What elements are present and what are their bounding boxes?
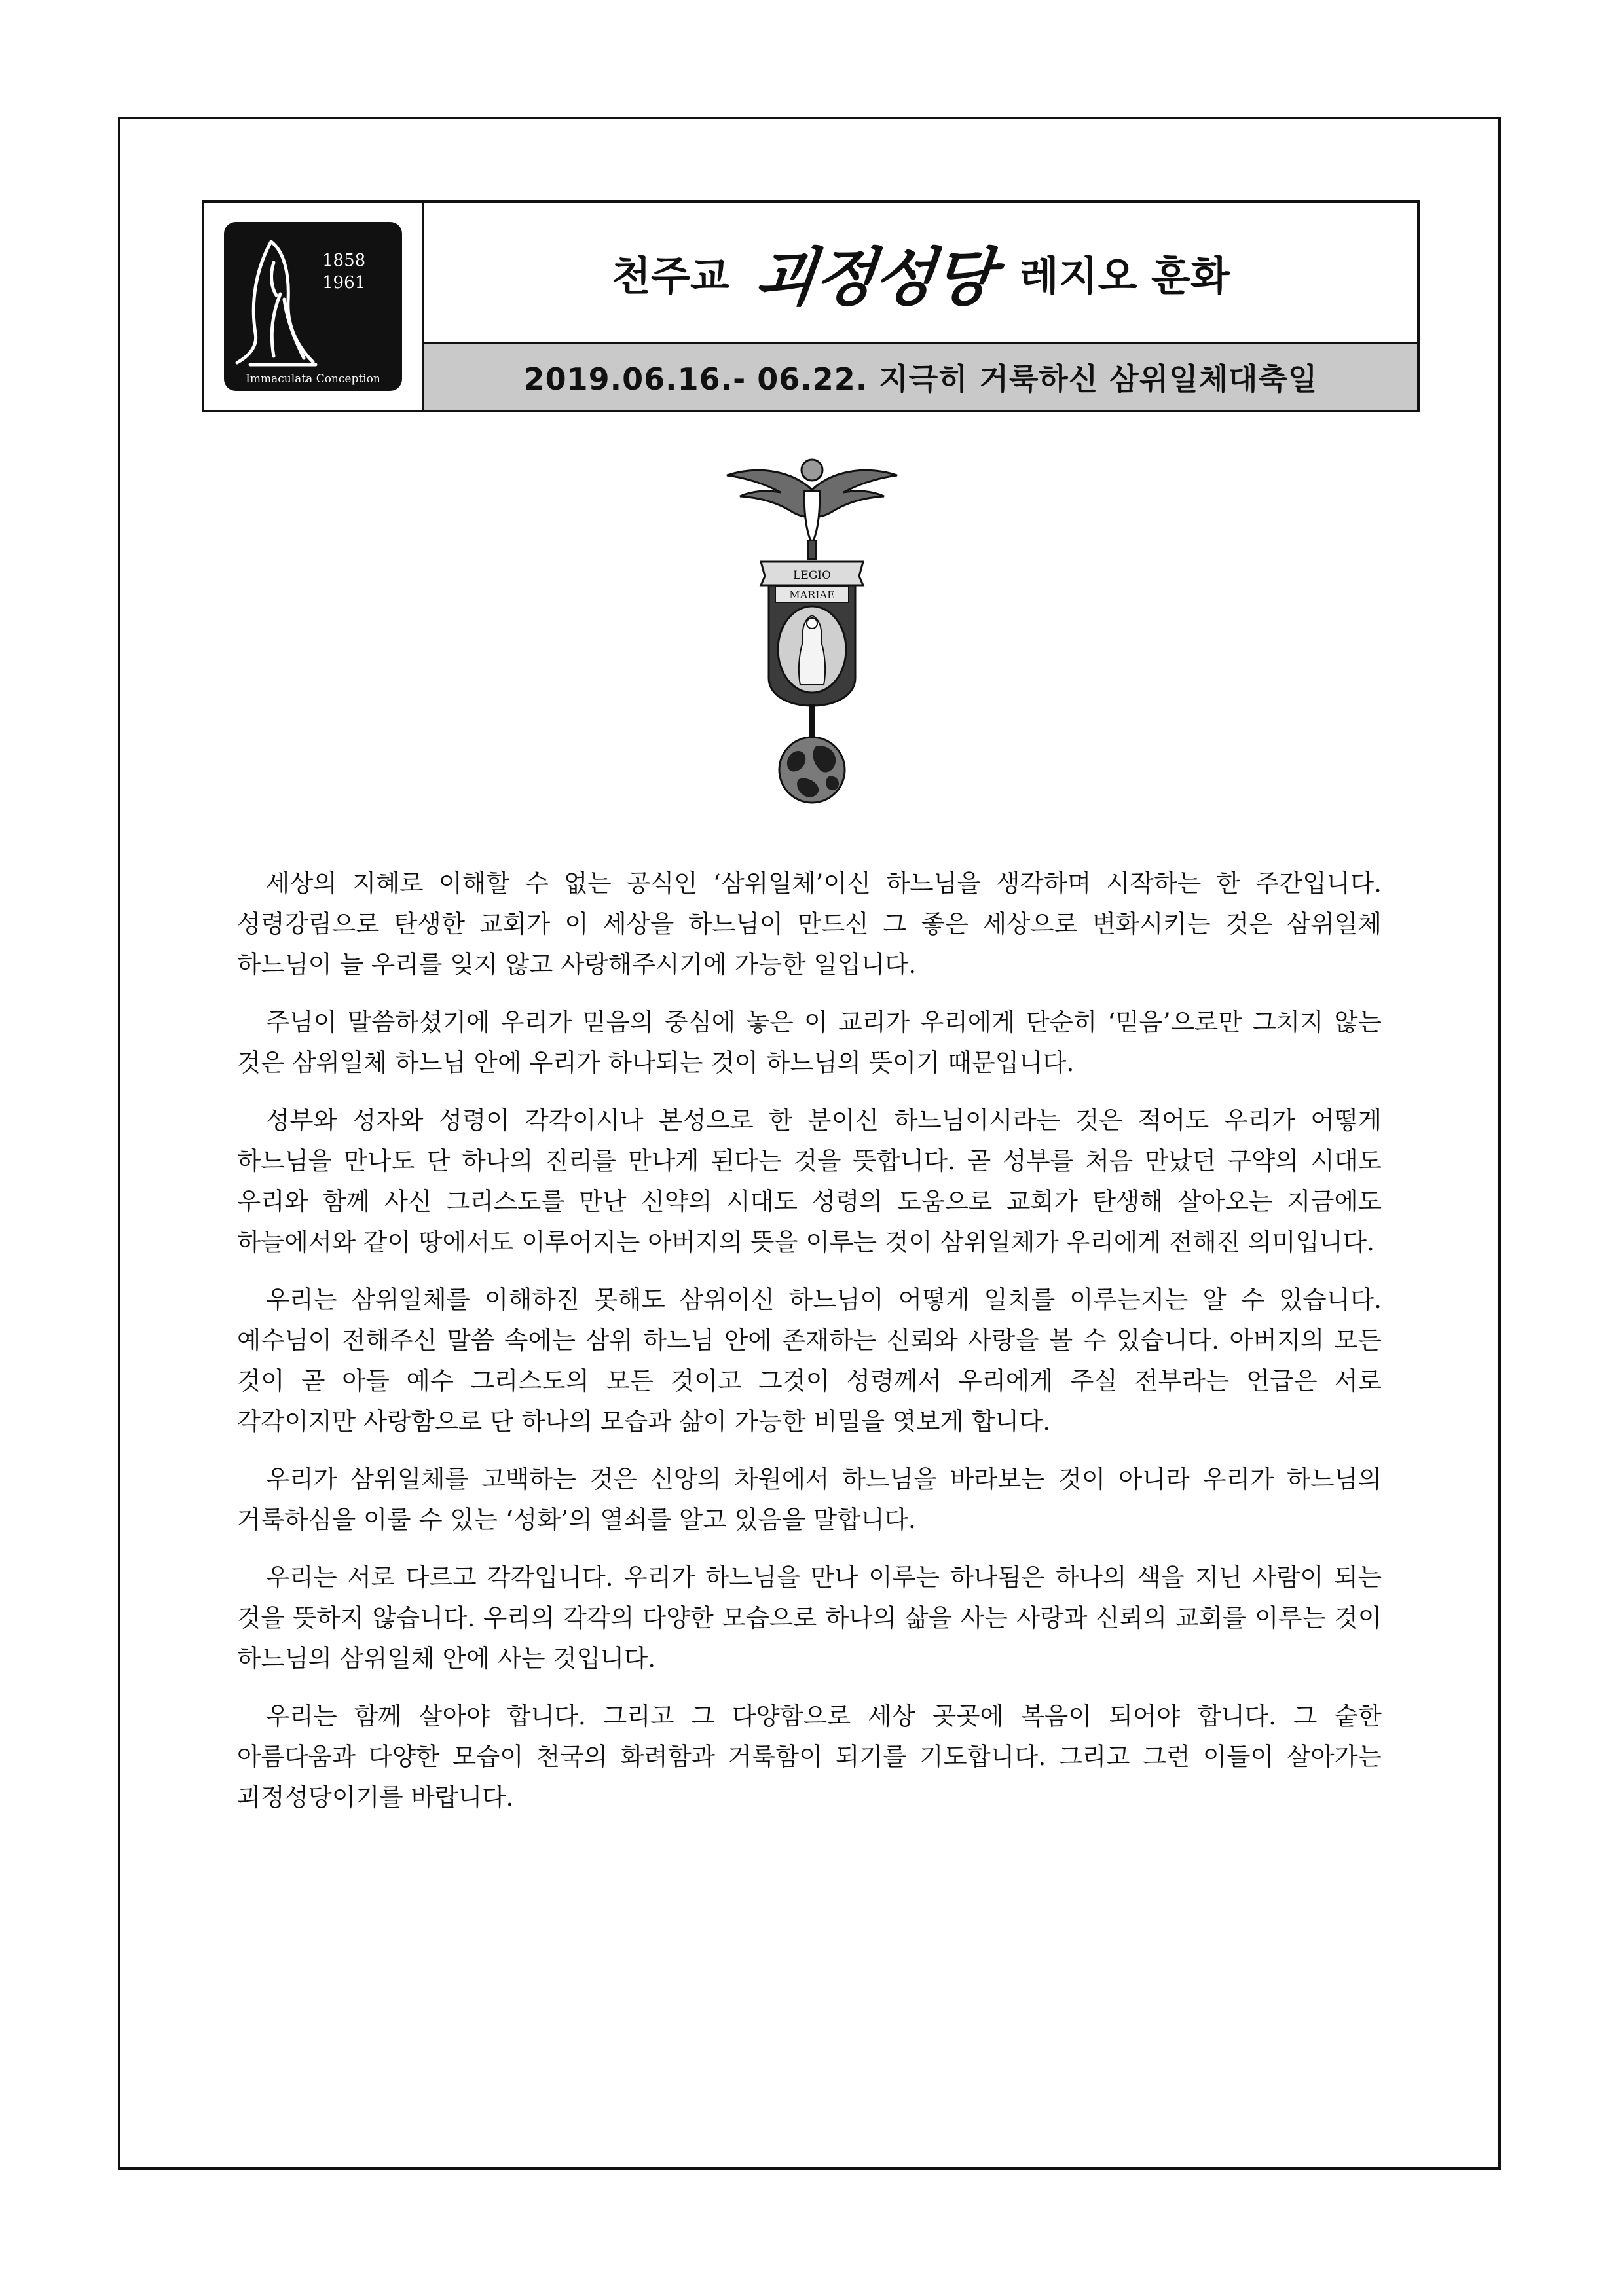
paragraph: 우리는 서로 다르고 각각입니다. 우리가 하느님을 만나 이루는 하나됨은 하나의 색을 지닌 사람이 되는 것을 뜻하지 않습니다. 우리의 각각의 다양한 모습으로 하나의 삶을 사는 사랑과 신뢰의 교회를 이루는 것이 하느님의 삼위일체 안에 사는 것입니다. (237, 1563, 1382, 1673)
emblem-banner-bottom: MARIAE (789, 589, 835, 601)
date-banner (424, 344, 1417, 410)
paragraph: 우리는 삼위일체를 이해하진 못해도 삼위이신 하느님이 어떻게 일치를 이루는지는 알 수 있습니다. 예수님이 전해주신 말씀 속에는 삼위 하느님 안에 존재하는 신뢰와 사랑을 볼 수 있습니다. 아버지의 모든 것이 곧 아들 예수 그리스도의 모든 것이고 그것이 성령께서 우리에게 주실 전부라는 언급은 서로 각각이지만 사랑함으로 단 하나의 모습과 삶이 가능한 비밀을 엿보게 합니다. (237, 1285, 1382, 1436)
parish-name: 괴정성당 (751, 240, 997, 314)
title-row (424, 203, 1417, 344)
virgin-mary-icon (224, 222, 402, 391)
paragraph: 성부와 성자와 성령이 각각이시나 본성으로 한 분이신 하느님이시라는 것은 적어도 우리가 어떻게 하느님을 만나도 단 하나의 진리를 만나게 된다는 것을 뜻합니다. 곧 성부를 처음 만났던 구약의 시대도 우리와 함께 사신 그리스도를 만난 신약의 시대도 성령의 도움으로 교회가 탄생해 살아오는 지금에도 하늘에서와 같이 땅에서도 이루어지는 아버지의 뜻을 이루는 것이 삼위일체가 우리에게 전해진 의미입니다. (237, 1106, 1382, 1256)
title-suffix: 레지오 훈화 (1019, 251, 1230, 300)
title-cell (424, 203, 1417, 410)
paragraph: 우리가 삼위일체를 고백하는 것은 신앙의 차원에서 하느님을 바라보는 것이 아니라 우리가 하느님의 거룩하심을 이룰 수 있는 ‘성화’의 열쇠를 알고 있음을 말합니다. (237, 1465, 1382, 1534)
header-box (202, 200, 1420, 412)
title-prefix: 천주교 (612, 251, 729, 300)
paragraph: 우리는 함께 살아야 합니다. 그리고 그 다양함으로 세상 곳곳에 복음이 되어야 합니다. 그 숱한 아름다움과 다양한 모습이 천국의 화려함과 거룩함이 되기를 기도합니다. 그리고 그런 이들이 살아가는 괴정성당이기를 바랍니다. (237, 1702, 1382, 1812)
legio-mariae-vexillum-icon (720, 452, 904, 805)
emblem-banner-top: LEGIO (793, 569, 831, 582)
logo-year-end: 1961 (322, 273, 366, 293)
logo-cell (204, 203, 424, 410)
logo-caption: Immaculata Conception (246, 373, 380, 386)
date-line: 2019.06.16.- 06.22. 지극히 거룩하신 삼위일체대축일 (523, 361, 1318, 397)
logo-years (322, 249, 365, 294)
paragraph: 주님이 말씀하셨기에 우리가 믿음의 중심에 놓은 이 교리가 우리에게 단순히 ‘믿음’으로만 그치지 않는 것은 삼위일체 하느님 안에 우리가 하나되는 것이 하느님의 뜻이기 때문입니다. (237, 1008, 1382, 1077)
logo-year-start: 1858 (322, 251, 366, 270)
parish-logo (224, 222, 402, 391)
paragraph: 세상의 지혜로 이해할 수 없는 공식인 ‘삼위일체’이신 하느님을 생각하며 시작하는 한 주간입니다. 성령강림으로 탄생한 교회가 이 세상을 하느님이 만드신 그 좋은 세상으로 변화시키는 것은 삼위일체 하느님이 늘 우리를 잊지 않고 사랑해주시기에 가능한 일입니다. (237, 869, 1382, 979)
article-body (237, 863, 1382, 1834)
